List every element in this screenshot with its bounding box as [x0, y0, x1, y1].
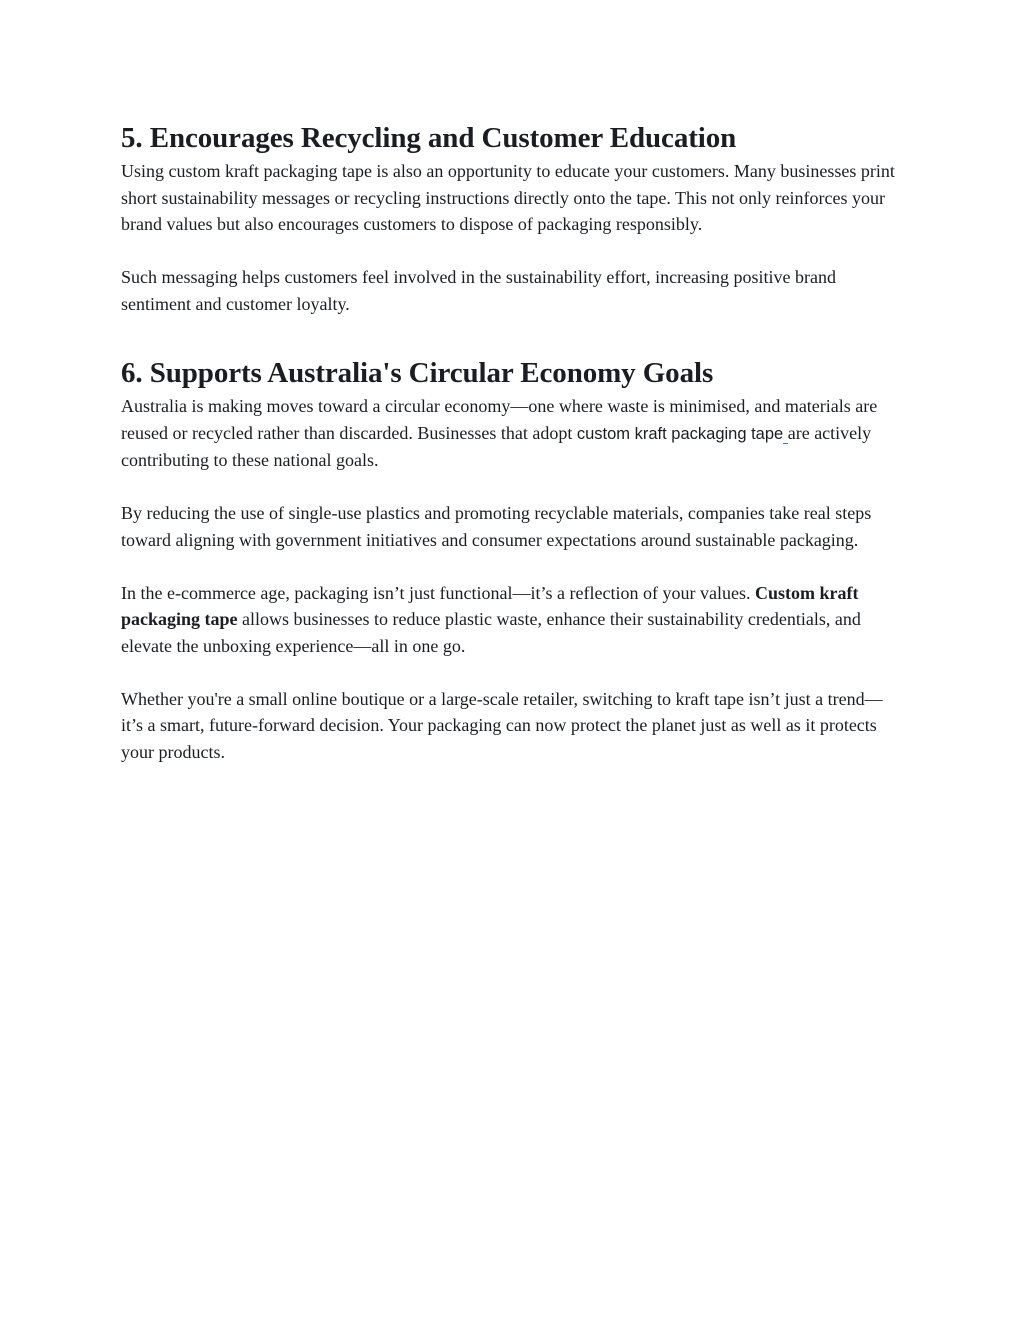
paragraph-gap [121, 553, 901, 580]
conclusion-paragraph-2: Whether you're a small online boutique or a large-scale retailer, switching to kraft tape isn’t just a trend—it’s a smart, future-forward decision. Your packaging can now protect the planet just as well as it protects your products. [121, 688, 883, 762]
conclusion-bold-phrase: Custom kraft packaging tape [121, 582, 859, 629]
section-6-paragraph-1-end: are actively contributing to these national goals. [121, 422, 872, 470]
conclusion-paragraph-1 [121, 580, 901, 660]
conclusion-paragraph-1-end: allows businesses to reduce plastic waste, enhance their sustainability credentials, and elevate the unboxing experience—all in one go. [121, 609, 861, 656]
section-6-paragraph-1 [121, 393, 901, 474]
section-5-paragraph-1: Using custom kraft packaging tape is also an opportunity to educate your customers. Many businesses print short sustainability messages or recycling instructions directly onto the tape. This not only reinforces your brand values but also encourages customers to dispose of packaging responsibly. [121, 161, 895, 234]
section-5-paragraph-2: Such messaging helps customers feel involved in the sustainability effort, increasing positive brand sentiment and customer loyalty. [121, 267, 837, 314]
section-6-keyword-text: custom kraft packaging tape [576, 424, 784, 443]
paragraph-gap [121, 474, 901, 501]
section-6-heading: 6. Supports Australia's Circular Economy Goals [121, 357, 714, 389]
section-6-paragraph-1-text: Australia is making moves toward a circular economy—one where waste is minimised, and materials are reused or recycled rather than discarded. Businesses that adopt [121, 396, 878, 443]
conclusion-paragraph-1-text: In the e-commerce age, packaging isn’t just functional—it’s a reflection of your values. [121, 582, 755, 603]
section-gap [121, 317, 901, 353]
section-5-heading: 5. Encourages Recycling and Customer Education [121, 122, 737, 154]
section-6-paragraph-2: By reducing the use of single-use plastics and promoting recyclable materials, companies take real steps toward aligning with government initiatives and consumer expectations around sustainable packaging. [121, 503, 872, 550]
paragraph-gap [121, 659, 901, 686]
document-page [121, 118, 901, 765]
paragraph-gap [121, 238, 901, 265]
